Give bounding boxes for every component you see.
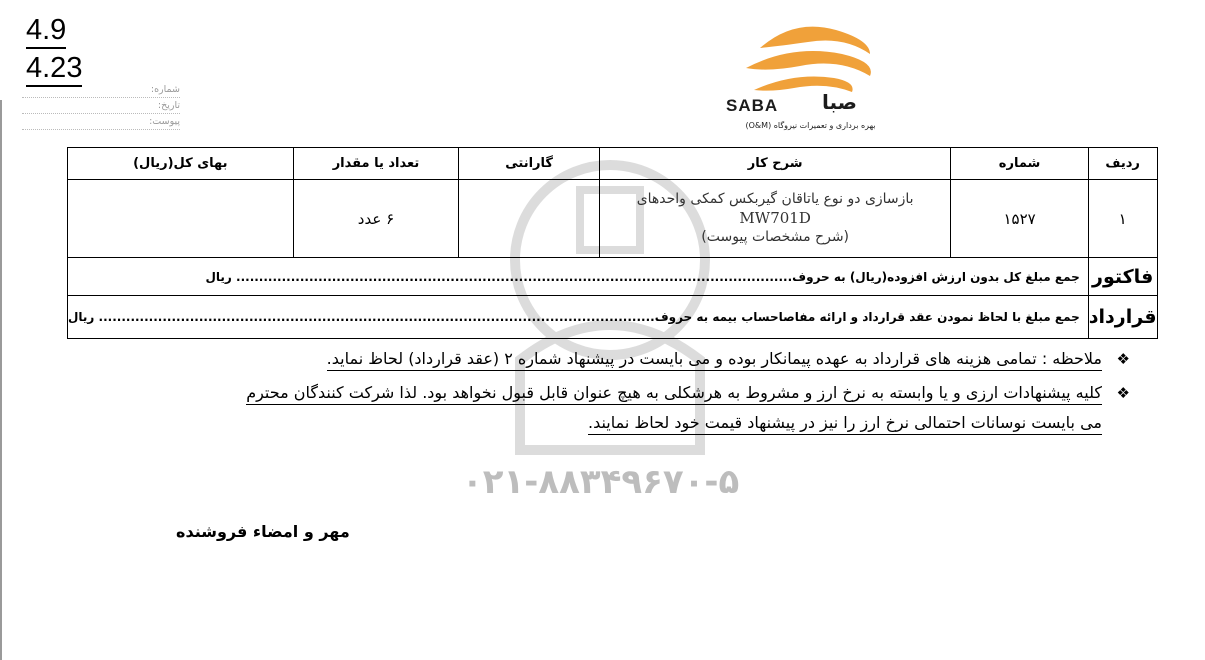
- note-currency-text: کلیه پیشنهادات ارزی و یا وابسته به نرخ ارز و مشروط به هرشکلی به هیچ عنوان قابل قبول نخواهد بود. لذا شرکت کنندگان محترم: [246, 383, 1102, 405]
- meta-attachment-label: پیوست:: [22, 114, 180, 130]
- row-description-model: MW701D: [739, 209, 811, 227]
- meta-number-label: شماره:: [22, 82, 180, 98]
- row-description: [599, 180, 950, 258]
- table-header-row: [68, 148, 1158, 180]
- seller-signature-label: مهر و امضاء فروشنده: [176, 522, 350, 541]
- factor-sum-line: [68, 258, 1089, 296]
- row-quantity: ۶ عدد: [293, 180, 459, 258]
- contract-row: [68, 296, 1158, 339]
- note-currency-cont-text: می بایست نوسانات احتمالی نرخ ارز را نیز در پیشنهاد قیمت خود لحاظ نمایند.: [588, 413, 1102, 435]
- version-number-1: 4.9: [26, 14, 66, 49]
- diamond-bullet-icon: ❖: [1116, 350, 1130, 368]
- diamond-bullet-icon: ❖: [1116, 384, 1130, 402]
- contract-dots: ..........................................................................................................................: [98, 310, 655, 324]
- header-radif: ردیف: [1088, 148, 1157, 180]
- note-currency-cont: [160, 411, 1130, 441]
- logo-persian-text: صبا: [822, 90, 857, 114]
- factor-sum-text: جمع مبلغ کل بدون ارزش افزوده(ریال) به حروف: [792, 269, 1080, 284]
- notes-section: [160, 347, 1130, 441]
- header-total-price: بهای کل(ریال): [68, 148, 294, 180]
- header-guarantee: گارانتی: [459, 148, 600, 180]
- row-guarantee: [459, 180, 600, 258]
- note-currency: [160, 381, 1130, 411]
- meta-date-label: تاریخ:: [22, 98, 180, 114]
- row-description-line-3: (شرح مشخصات پیوست): [701, 229, 850, 245]
- contract-sum-line: [68, 296, 1089, 339]
- factor-label: فاکتور: [1088, 258, 1157, 296]
- saba-logo-icon: [724, 14, 894, 134]
- row-total-price: [68, 180, 294, 258]
- factor-dots: ..........................................................................................................................: [236, 269, 793, 284]
- contract-currency: ریال: [68, 310, 95, 324]
- header-description: شرح کار: [599, 148, 950, 180]
- header-quantity: تعداد یا مقدار: [293, 148, 459, 180]
- factor-row: [68, 258, 1158, 296]
- row-description-line-1: بازسازی دو نوع یاتاقان گیربکس کمکی واحدهای: [636, 191, 914, 207]
- version-number-2: 4.23: [26, 52, 82, 87]
- factor-currency: ریال: [205, 269, 232, 284]
- logo-latin-text: SABA: [726, 96, 779, 115]
- note-costs-text: ملاحظه : تمامی هزینه های قرارداد به عهده پیمانکار بوده و می بایست در پیشنهاد شماره ۲ (عقد قرارداد) لحاظ نماید.: [327, 349, 1102, 371]
- table-row: [68, 180, 1158, 258]
- letter-meta: [22, 82, 180, 130]
- row-radif: ۱: [1088, 180, 1157, 258]
- watermark-phone: ۰۲۱-۸۸۳۴۹۶۷۰-۵: [462, 462, 740, 502]
- logo-subtitle: بهره برداری و تعمیرات نیروگاه (O&M): [745, 121, 876, 130]
- left-margin-rule: [0, 100, 2, 660]
- invoice-table: [67, 147, 1158, 339]
- note-costs: [160, 347, 1130, 381]
- row-number: ۱۵۲۷: [951, 180, 1088, 258]
- header-number: شماره: [951, 148, 1088, 180]
- contract-label: قرارداد: [1088, 296, 1157, 339]
- contract-sum-text: جمع مبلغ با لحاظ نمودن عقد قرارداد و ارائه مفاصاحساب بیمه به حروف: [654, 310, 1080, 324]
